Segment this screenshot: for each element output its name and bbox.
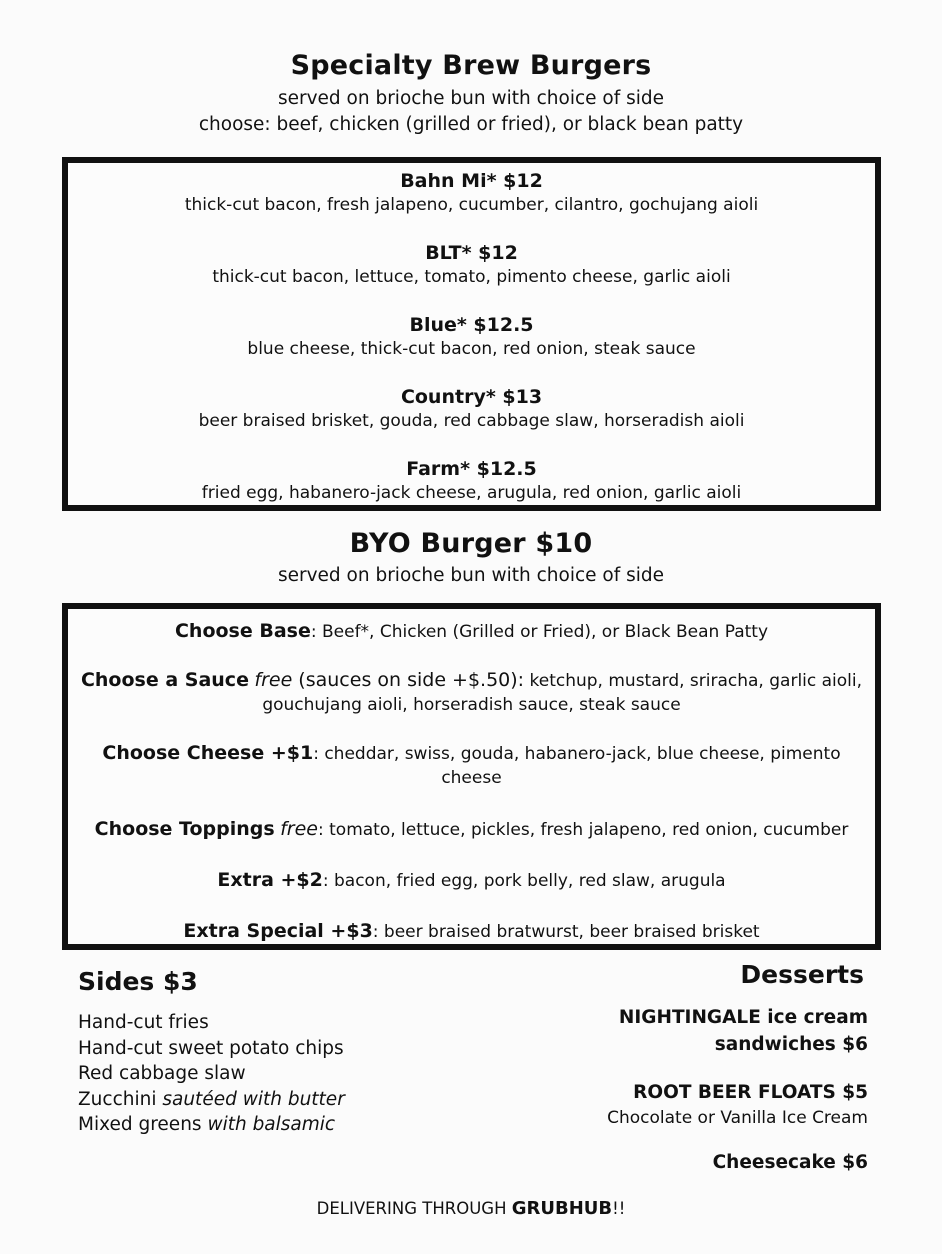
side-name: Hand-cut sweet potato chips <box>78 1037 344 1059</box>
specialty-line1: served on brioche bun with choice of side <box>277 88 665 109</box>
option-free: free <box>280 818 318 840</box>
footer-delivery <box>0 1198 942 1219</box>
option-label: Choose Cheese +$1 <box>102 742 314 764</box>
option-text: : beer braised bratwurst, beer braised brisket <box>372 922 760 942</box>
list-item <box>78 1087 345 1113</box>
extra <box>68 868 875 893</box>
option-label: Choose a Sauce <box>80 669 249 691</box>
specialty-box <box>62 157 881 511</box>
byo-box <box>62 603 881 950</box>
dessert-desc: Chocolate or Vanilla Ice Cream <box>607 1108 868 1128</box>
item-name: Country* $13 <box>400 386 543 408</box>
footer-suffix: !! <box>612 1199 626 1218</box>
specialty-title: Specialty Brew Burgers <box>290 50 652 81</box>
sides-title: Sides $3 <box>78 967 198 996</box>
dessert-name: ROOT BEER FLOATS $5 <box>633 1082 868 1103</box>
side-note: with balsamic <box>207 1114 336 1135</box>
dessert-name-line1: NIGHTINGALE ice cream <box>618 1007 868 1028</box>
byo-title: BYO Burger $10 <box>349 528 593 559</box>
dessert-rootbeer <box>607 1079 868 1130</box>
item-desc: thick-cut bacon, fresh jalapeno, cucumber, cilantro, gochujang aioli <box>184 195 759 215</box>
item-desc: thick-cut bacon, lettuce, tomato, pimento cheese, garlic aioli <box>212 267 731 287</box>
menu-item <box>68 313 875 361</box>
option-label: Extra +$2 <box>217 869 323 891</box>
list-item <box>78 1112 345 1138</box>
item-name: Farm* $12.5 <box>406 458 537 480</box>
choose-base <box>68 619 875 644</box>
menu-item <box>68 169 875 217</box>
item-desc: fried egg, habanero-jack cheese, arugula, red onion, garlic aioli <box>201 483 742 503</box>
menu-item <box>68 457 875 505</box>
item-name: Blue* $12.5 <box>409 314 534 336</box>
option-label: Extra Special +$3 <box>183 920 373 942</box>
dessert-name-line2: sandwiches $6 <box>714 1034 868 1055</box>
item-desc: beer braised brisket, gouda, red cabbage slaw, horseradish aioli <box>198 411 745 431</box>
byo-subtitle: served on brioche bun with choice of side <box>277 565 665 586</box>
option-text-2: gouchujang aioli, horseradish sauce, steak sauce <box>262 695 681 715</box>
menu-item <box>68 385 875 433</box>
side-name: Mixed greens <box>78 1114 208 1135</box>
dessert-name: Cheesecake $6 <box>712 1152 868 1173</box>
extra-special <box>68 919 875 944</box>
option-text: : bacon, fried egg, pork belly, red slaw, arugula <box>322 871 726 891</box>
list-item <box>78 1010 345 1036</box>
option-text: : Beef*, Chicken (Grilled or Fried), or Black Bean Patty <box>310 622 769 642</box>
option-label: Choose Base <box>174 620 311 642</box>
item-name: Bahn Mi* $12 <box>400 170 543 192</box>
item-desc: blue cheese, thick-cut bacon, red onion, steak sauce <box>247 339 696 359</box>
side-name: Red cabbage slaw <box>78 1063 246 1084</box>
list-item <box>78 1061 345 1087</box>
option-text-2: cheese <box>441 768 502 788</box>
dessert-cheesecake <box>713 1149 868 1176</box>
choose-cheese <box>68 741 875 790</box>
option-text: : tomato, lettuce, pickles, fresh jalapeno, red onion, cucumber <box>318 820 849 840</box>
choose-sauce <box>68 668 875 717</box>
menu-item <box>68 241 875 289</box>
dessert-nightingale <box>619 1004 868 1058</box>
footer-prefix: DELIVERING THROUGH <box>316 1199 512 1218</box>
option-free: free <box>254 669 293 691</box>
side-note: sautéed with butter <box>162 1088 345 1110</box>
option-text: ketchup, mustard, sriracha, garlic aioli, <box>524 671 863 691</box>
sides-list <box>78 1010 345 1138</box>
side-name: Hand-cut fries <box>78 1012 209 1033</box>
list-item <box>78 1036 345 1062</box>
option-text: : cheddar, swiss, gouda, habanero-jack, blue cheese, pimento <box>313 744 841 764</box>
choose-toppings <box>68 817 875 842</box>
specialty-subtitle <box>0 86 942 138</box>
option-paren: (sauces on side +$.50): <box>292 669 525 691</box>
side-name: Zucchini <box>78 1088 163 1110</box>
footer-brand: GRUBHUB <box>511 1198 613 1219</box>
specialty-line2: choose: beef, chicken (grilled or fried), or black bean patty <box>198 114 744 135</box>
desserts-title: Desserts <box>740 960 864 989</box>
item-name: BLT* $12 <box>425 242 518 264</box>
option-label: Choose Toppings <box>94 818 275 840</box>
